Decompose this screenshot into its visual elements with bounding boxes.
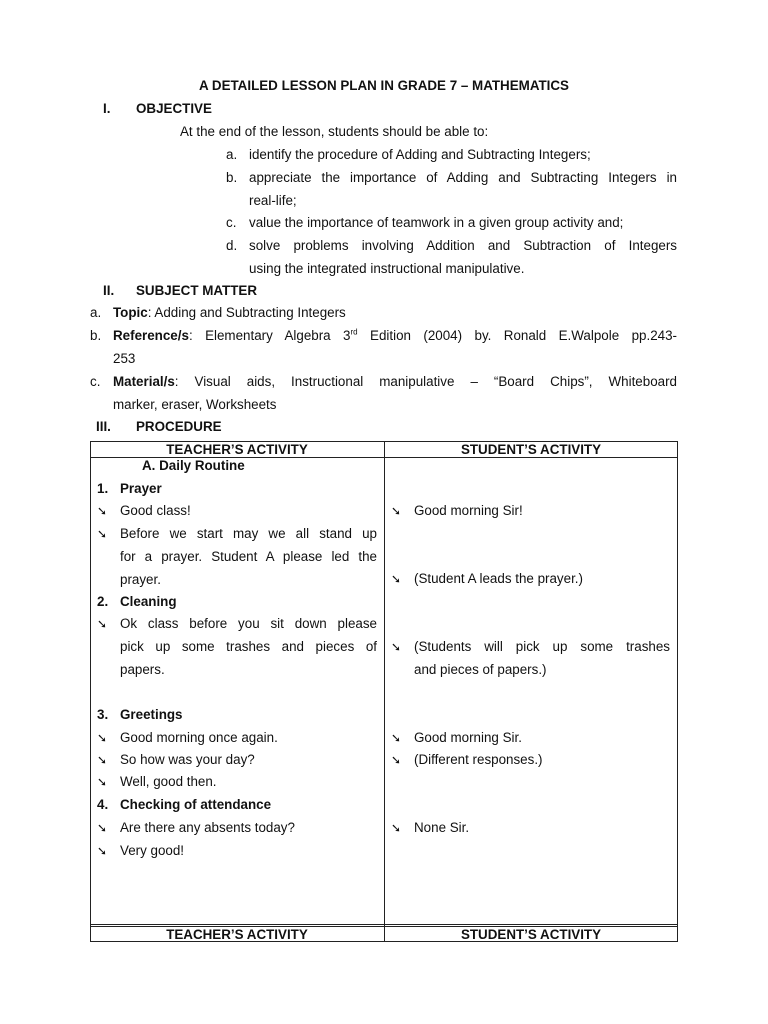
objective-item-text: value the importance of teamwork in a given group activity and;	[249, 215, 624, 230]
student-line: None Sir.	[414, 820, 470, 835]
reference-line	[113, 328, 677, 343]
topic-text: : Adding and Subtracting Integers	[147, 305, 346, 320]
materials-letter: c.	[90, 374, 101, 389]
arrow-bullet-icon: ➘	[391, 731, 402, 745]
reference-sup: rd	[350, 327, 358, 337]
teacher-line: papers.	[120, 662, 165, 677]
arrow-bullet-icon: ➘	[391, 504, 402, 518]
reference-line2: 253	[113, 351, 136, 366]
objective-item-letter: b.	[226, 170, 238, 185]
student-line: Good morning Sir!	[414, 503, 523, 518]
arrow-bullet-icon: ➘	[97, 527, 108, 541]
reference-text-post: Edition (2004) by. Ronald E.Walpole pp.243-	[357, 328, 677, 343]
teacher-line: for a prayer. Student A please led the	[120, 549, 377, 564]
topic-letter: a.	[90, 305, 102, 320]
teacher-line: So how was your day?	[120, 752, 255, 767]
teacher-line: Ok class before you sit down please	[120, 616, 377, 631]
procedure-number: III.	[96, 419, 111, 434]
reference-text: : Elementary Algebra 3	[188, 328, 351, 343]
arrow-bullet-icon: ➘	[97, 844, 108, 858]
student-line: (Different responses.)	[414, 752, 543, 767]
objective-item-letter: a.	[226, 147, 238, 162]
objective-item-text: solve problems involving Addition and Subtraction of Integers	[249, 238, 677, 253]
materials-text: : Visual aids, Instructional manipulative – “Board Chips”, Whiteboard	[174, 374, 677, 389]
objective-item-text: identify the procedure of Adding and Subtracting Integers;	[249, 147, 591, 162]
objective-item-text: real-life;	[249, 193, 297, 208]
arrow-bullet-icon: ➘	[391, 821, 402, 835]
reference-letter: b.	[90, 328, 102, 343]
materials-line	[113, 374, 677, 389]
topic-line	[113, 305, 346, 320]
procedure-heading: PROCEDURE	[136, 419, 222, 434]
arrow-bullet-icon: ➘	[391, 640, 402, 654]
arrow-bullet-icon: ➘	[97, 821, 108, 835]
step-cleaning-label: Cleaning	[120, 594, 177, 609]
teacher-line: pick up some trashes and pieces of	[120, 639, 377, 654]
step-attendance-label: Checking of attendance	[120, 797, 272, 812]
step-prayer-label: Prayer	[120, 481, 162, 496]
subject-number: II.	[103, 283, 115, 298]
teacher-line: Are there any absents today?	[120, 820, 295, 835]
header-teacher-repeat: TEACHER’S ACTIVITY	[166, 927, 308, 942]
teacher-line: Good morning once again.	[120, 730, 278, 745]
teacher-line: prayer.	[120, 572, 161, 587]
teacher-line: Good class!	[120, 503, 191, 518]
objective-item-text: using the integrated instructional manipulative.	[249, 261, 525, 276]
student-line: (Student A leads the prayer.)	[414, 571, 583, 586]
arrow-bullet-icon: ➘	[97, 775, 108, 789]
materials-label: Material/s	[113, 374, 175, 389]
arrow-bullet-icon: ➘	[391, 572, 402, 586]
arrow-bullet-icon: ➘	[97, 504, 108, 518]
teacher-line: Well, good then.	[120, 774, 217, 789]
header-student-repeat: STUDENT’S ACTIVITY	[460, 927, 602, 942]
reference-label: Reference/s	[113, 328, 189, 343]
step-number: 3.	[97, 707, 109, 722]
arrow-bullet-icon: ➘	[97, 617, 108, 631]
step-number: 1.	[97, 481, 109, 496]
objective-item-letter: d.	[226, 238, 238, 253]
objective-heading: OBJECTIVE	[136, 101, 212, 116]
objective-item-letter: c.	[226, 215, 237, 230]
table-border-left	[90, 441, 91, 942]
arrow-bullet-icon: ➘	[97, 753, 108, 767]
table-border-right	[677, 441, 678, 942]
materials-line2: marker, eraser, Worksheets	[113, 397, 277, 412]
step-greetings-label: Greetings	[120, 707, 183, 722]
objective-intro: At the end of the lesson, students should be able to:	[180, 124, 489, 139]
student-line: (Students will pick up some trashes	[414, 639, 670, 654]
objective-item-text: appreciate the importance of Adding and Subtracting Integers in	[249, 170, 677, 185]
step-number: 2.	[97, 594, 109, 609]
table-column-divider	[384, 441, 385, 942]
arrow-bullet-icon: ➘	[97, 731, 108, 745]
step-number: 4.	[97, 797, 109, 812]
page-title: A DETAILED LESSON PLAN IN GRADE 7 – MATHEMATICS	[199, 78, 569, 93]
student-line: Good morning Sir.	[414, 730, 522, 745]
header-student: STUDENT’S ACTIVITY	[460, 442, 602, 457]
daily-routine-heading: A. Daily Routine	[142, 458, 245, 473]
objective-number: I.	[103, 101, 111, 116]
arrow-bullet-icon: ➘	[391, 753, 402, 767]
subject-heading: SUBJECT MATTER	[136, 283, 258, 298]
student-line: and pieces of papers.)	[414, 662, 547, 677]
teacher-line: Very good!	[120, 843, 185, 858]
teacher-line: Before we start may we all stand up	[120, 526, 377, 541]
topic-label: Topic	[113, 305, 148, 320]
header-teacher: TEACHER’S ACTIVITY	[166, 442, 308, 457]
